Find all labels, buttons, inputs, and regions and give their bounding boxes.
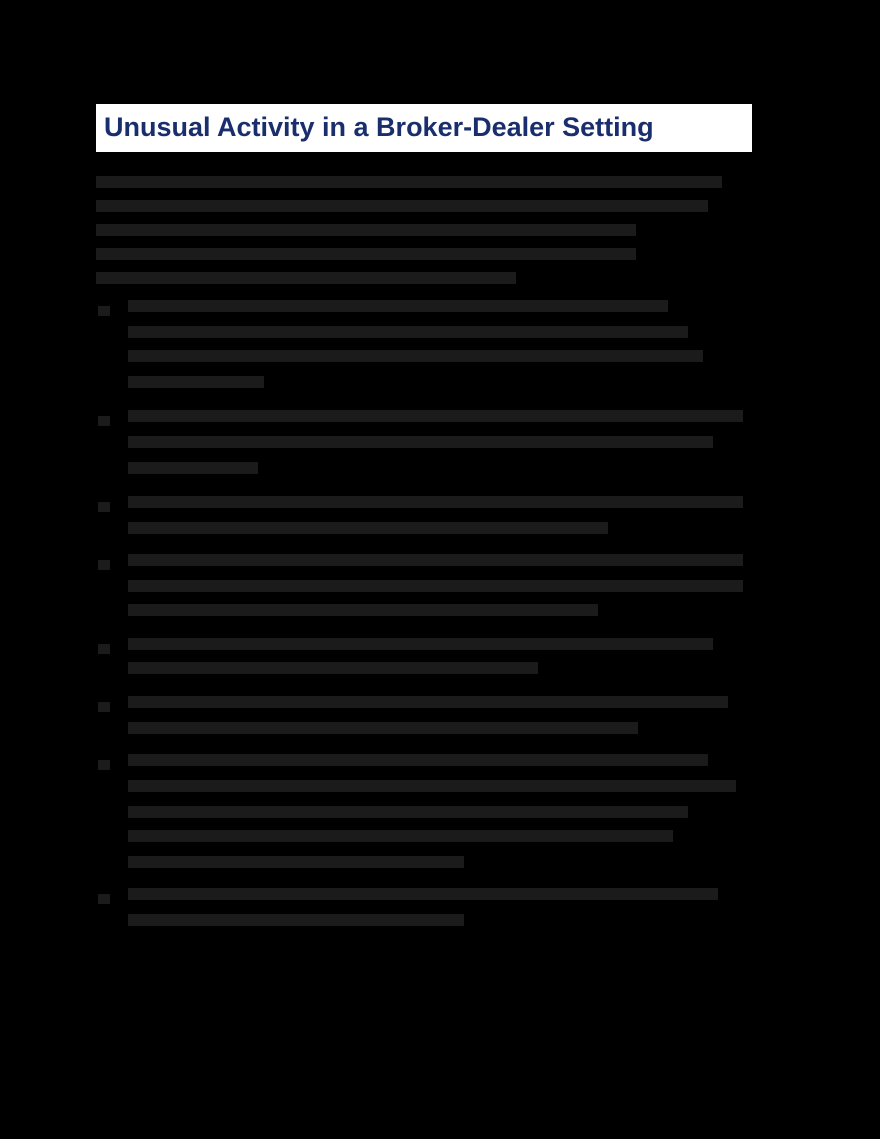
- list-item-line: [128, 806, 688, 818]
- list-marker: [98, 502, 110, 512]
- list-item-line: [128, 300, 668, 312]
- text-line: [96, 272, 516, 284]
- list-item-line: [128, 662, 538, 674]
- page-title: Unusual Activity in a Broker-Dealer Setting: [104, 112, 654, 142]
- list-marker: [98, 894, 110, 904]
- list-item-line: [128, 830, 673, 842]
- list-item-line: [128, 638, 713, 650]
- list-item-line: [128, 780, 736, 792]
- text-line: [96, 200, 708, 212]
- list-item-line: [128, 580, 743, 592]
- list-item-line: [128, 376, 264, 388]
- list-marker: [98, 416, 110, 426]
- list-item-line: [128, 888, 718, 900]
- list-item-line: [128, 554, 743, 566]
- list-item-line: [128, 604, 598, 616]
- title-banner: [96, 104, 752, 152]
- text-line: [96, 224, 636, 236]
- list-item-line: [128, 410, 743, 422]
- list-item-line: [128, 754, 708, 766]
- list-item-line: [128, 696, 728, 708]
- list-item-line: [128, 522, 608, 534]
- list-marker: [98, 306, 110, 316]
- list-item-line: [128, 326, 688, 338]
- text-line: [96, 248, 636, 260]
- list-item-line: [128, 350, 703, 362]
- list-marker: [98, 644, 110, 654]
- list-marker: [98, 760, 110, 770]
- list-item-line: [128, 436, 713, 448]
- list-item-line: [128, 914, 464, 926]
- list-item-line: [128, 722, 638, 734]
- list-marker: [98, 560, 110, 570]
- list-item-line: [128, 856, 464, 868]
- list-marker: [98, 702, 110, 712]
- list-item-line: [128, 496, 743, 508]
- list-item-line: [128, 462, 258, 474]
- text-line: [96, 176, 722, 188]
